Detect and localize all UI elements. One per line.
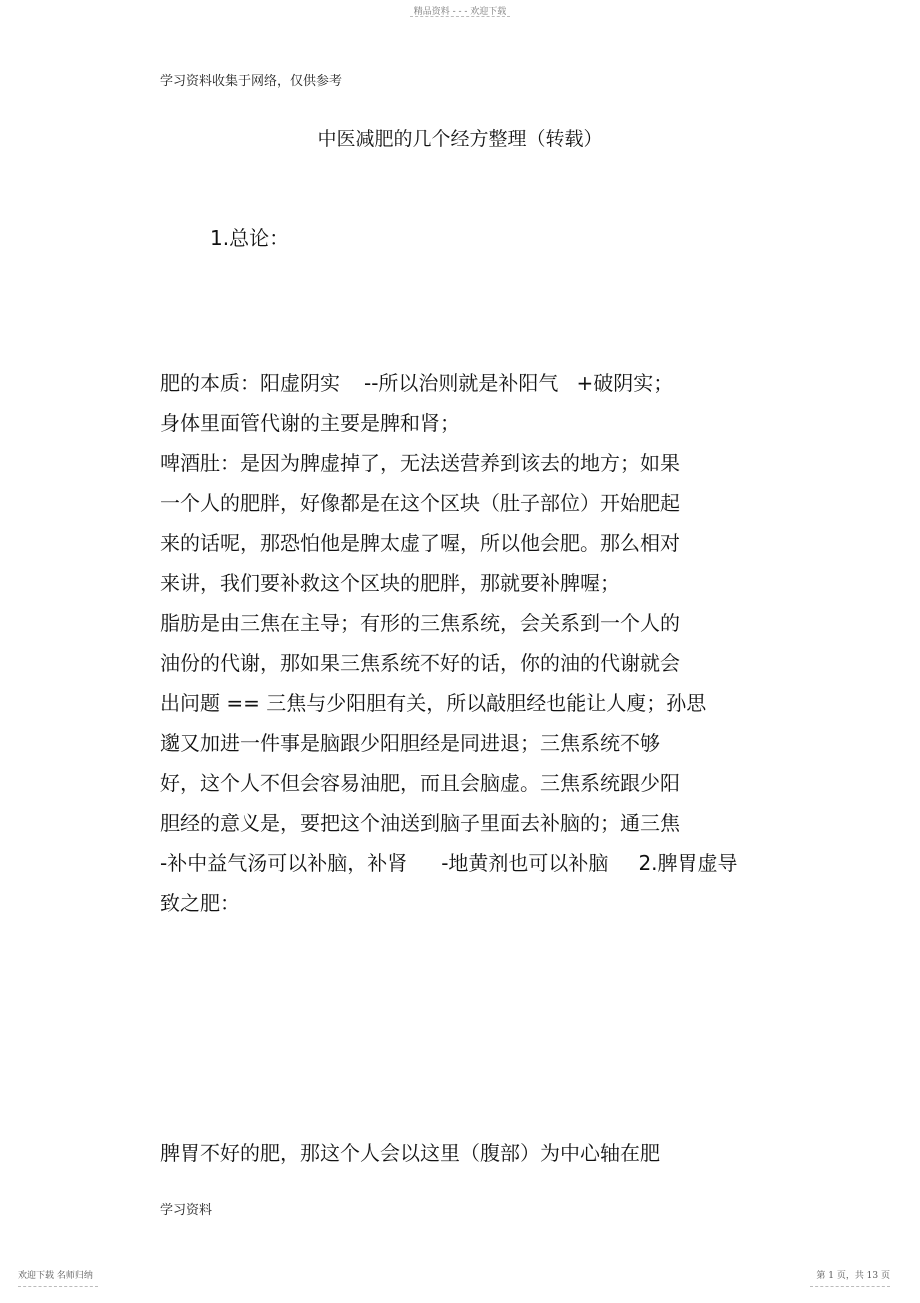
section-heading-overview: 1.总论： bbox=[210, 226, 290, 250]
body-paragraph-spleen-stomach: 脾胃不好的肥，那这个人会以这里（腹部）为中心轴在肥 bbox=[160, 1141, 660, 1165]
body-line: 出问题 == 三焦与少阳胆有关，所以敲胆经也能让人廋；孙思 bbox=[160, 691, 707, 715]
bottom-left-label: 欢迎下载 名师归纳 bbox=[18, 1271, 93, 1281]
body-line: 来的话呢，那恐怕他是脾太虚了喔，所以他会肥。那么相对 bbox=[160, 531, 680, 555]
page-number: 第 1 页，共 13 页 bbox=[816, 1271, 890, 1281]
body-line: 脂肪是由三焦在主导；有形的三焦系统，会关系到一个人的 bbox=[160, 611, 680, 635]
document-title: 中医减肥的几个经方整理（转载） bbox=[317, 128, 603, 150]
body-line: 好，这个人不但会容易油肥，而且会脑虚。三焦系统跟少阳 bbox=[160, 771, 680, 795]
body-line: 邈又加进一件事是脑跟少阳胆经是同进退；三焦系统不够 bbox=[160, 731, 660, 755]
body-text: +破阴实； bbox=[576, 371, 674, 395]
body-line: 啤酒肚：是因为脾虚掉了，无法送营养到该去的地方；如果 bbox=[160, 451, 680, 475]
body-line: 来讲，我们要补救这个区块的肥胖，那就要补脾喔； bbox=[160, 571, 620, 595]
body-text: -地黄剂也可以补脑 bbox=[441, 851, 609, 875]
header-note: 学习资料收集于网络，仅供参考 bbox=[160, 74, 343, 89]
body-text: --所以治则就是补阳气 bbox=[364, 371, 559, 395]
body-line: 身体里面管代谢的主要是脾和肾； bbox=[160, 411, 460, 435]
body-text: 肥的本质：阳虚阴实 bbox=[160, 371, 340, 395]
bottom-right-divider bbox=[810, 1286, 890, 1287]
body-line: 油份的代谢，那如果三焦系统不好的话，你的油的代谢就会 bbox=[160, 651, 680, 675]
body-line: 胆经的意义是，要把这个油送到脑子里面去补脑的；通三焦 bbox=[160, 811, 680, 835]
section-heading-spleen-stomach: 2.脾胃虚导 bbox=[638, 851, 738, 875]
top-divider bbox=[410, 16, 510, 17]
body-line: 致之肥： bbox=[160, 891, 240, 915]
body-line bbox=[160, 363, 820, 403]
body-paragraph bbox=[160, 363, 820, 923]
bottom-left-divider bbox=[18, 1286, 98, 1287]
body-text: -补中益气汤可以补脑，补肾 bbox=[160, 851, 408, 875]
body-line bbox=[160, 843, 820, 883]
body-line: 一个人的肥胖，好像都是在这个区块（肚子部位）开始肥起 bbox=[160, 491, 680, 515]
footer-note: 学习资料 bbox=[160, 1203, 213, 1218]
top-banner: 精品资料 - - - 欢迎下载 bbox=[413, 7, 507, 17]
